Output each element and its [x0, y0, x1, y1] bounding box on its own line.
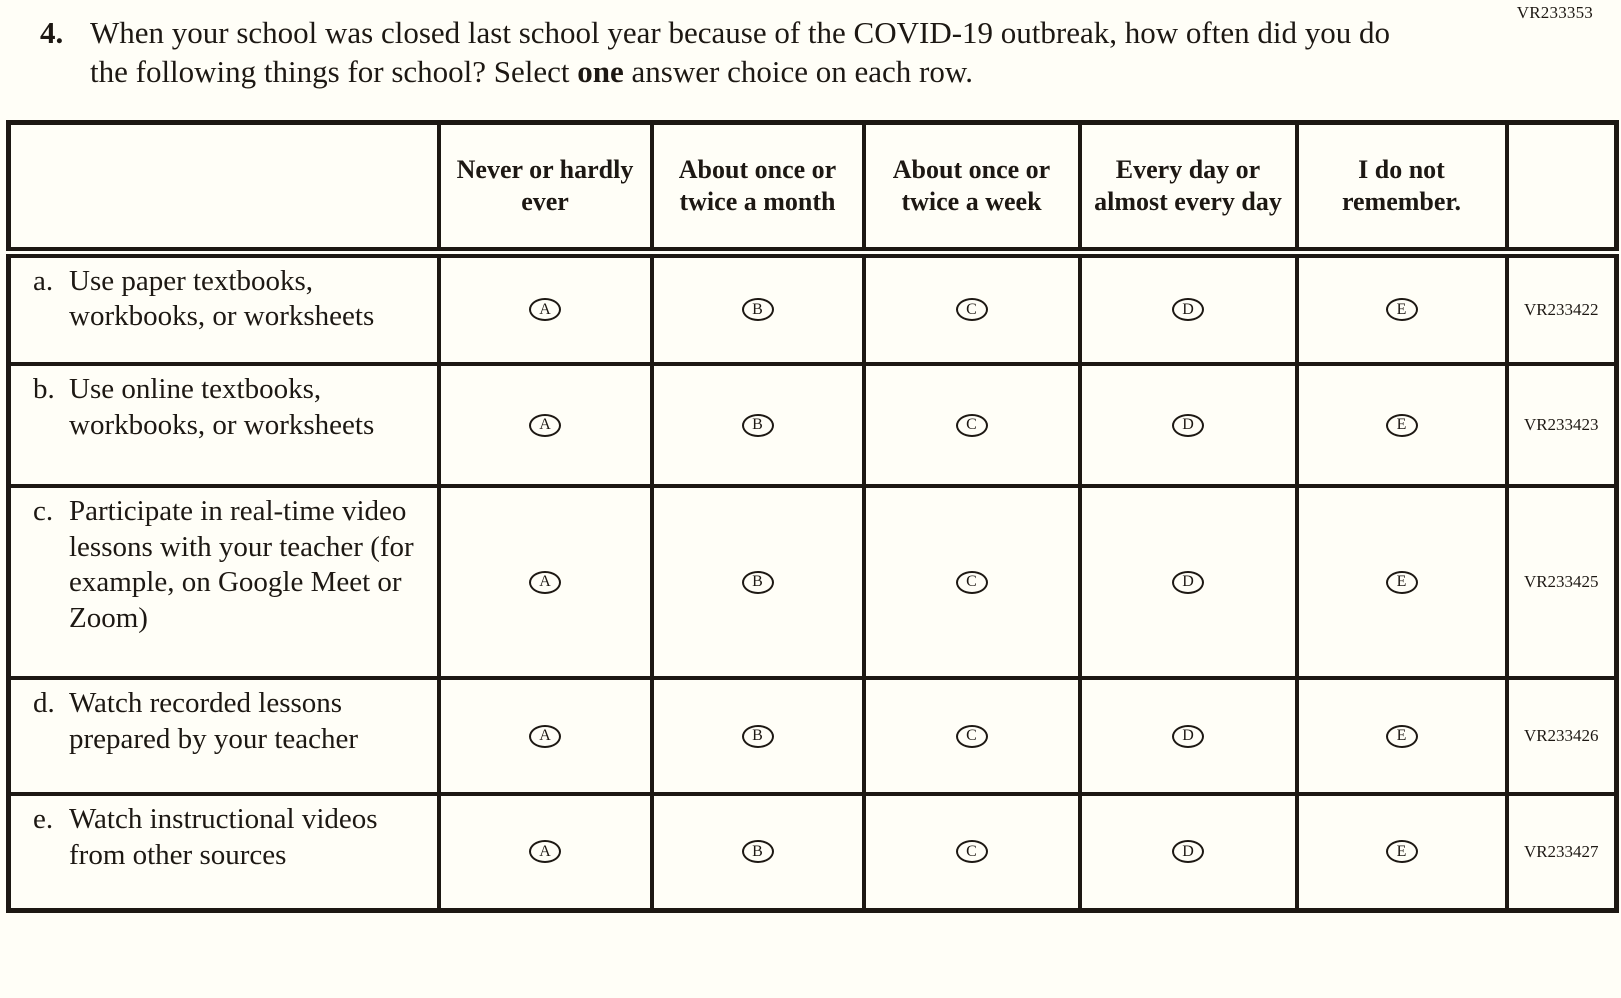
- row-b-label-cell: [9, 364, 439, 486]
- row-d-code: VR233426: [1507, 678, 1617, 794]
- header-empty-right: [1507, 122, 1617, 252]
- row-e-label-cell: [9, 794, 439, 910]
- row-d-option-cell-c: [864, 678, 1080, 794]
- option-bubble-d[interactable]: D: [1172, 571, 1204, 594]
- row-d-option-cell-e: [1297, 678, 1507, 794]
- row-c-option-cell-b: [652, 486, 864, 678]
- row-d-letter: d.: [33, 687, 55, 719]
- row-c-label-cell: [9, 486, 439, 678]
- option-bubble-b[interactable]: B: [742, 571, 774, 594]
- option-bubble-b[interactable]: B: [742, 725, 774, 748]
- option-bubble-d[interactable]: D: [1172, 298, 1204, 321]
- table-row-a: [9, 252, 1617, 364]
- option-bubble-c[interactable]: C: [956, 298, 988, 321]
- option-bubble-a[interactable]: A: [529, 298, 561, 321]
- option-bubble-a[interactable]: A: [529, 840, 561, 863]
- option-bubble-e[interactable]: E: [1386, 840, 1418, 863]
- answer-grid: [6, 120, 1619, 913]
- header-empty-left: [9, 122, 439, 252]
- row-e-option-cell-e: [1297, 794, 1507, 910]
- option-bubble-a[interactable]: A: [529, 571, 561, 594]
- option-bubble-a[interactable]: A: [529, 725, 561, 748]
- row-d-text: Watch recorded lessons prepared by your teacher: [69, 687, 359, 755]
- question-block: [0, 0, 1621, 92]
- row-a-letter: a.: [33, 264, 54, 297]
- table-row-c: [9, 486, 1617, 678]
- row-c-text: Participate in real-time video lessons with your teacher (for example, on Google Meet or Zoom): [69, 495, 414, 634]
- option-bubble-e[interactable]: E: [1386, 414, 1418, 437]
- row-a-code: VR233422: [1507, 252, 1617, 364]
- row-a-option-cell-b: [652, 252, 864, 364]
- option-bubble-e[interactable]: E: [1386, 571, 1418, 594]
- option-bubble-d[interactable]: D: [1172, 725, 1204, 748]
- row-e-code: VR233427: [1507, 794, 1617, 910]
- row-b-option-cell-a: [439, 364, 652, 486]
- question-text-before: When your school was closed last school year because of the COVID-19 outbreak, how often did you do the following things for school? Select: [90, 15, 1390, 89]
- option-bubble-d[interactable]: D: [1172, 414, 1204, 437]
- row-b-letter: b.: [33, 373, 55, 405]
- header-row: [9, 122, 1617, 252]
- row-e-option-cell-d: [1080, 794, 1297, 910]
- row-c-option-cell-a: [439, 486, 652, 678]
- row-d-option-cell-d: [1080, 678, 1297, 794]
- form-code: VR233353: [1516, 3, 1593, 22]
- question-bold-word: one: [577, 53, 624, 89]
- row-d-label-cell: [9, 678, 439, 794]
- row-c-option-cell-c: [864, 486, 1080, 678]
- table-row-d: [9, 678, 1617, 794]
- header-once-twice-month: About once or twice a month: [652, 122, 864, 252]
- question-text-after: answer choice on each row.: [623, 53, 973, 89]
- question-text: [90, 14, 1390, 92]
- row-a-option-cell-e: [1297, 252, 1507, 364]
- question-number: 4.: [40, 15, 64, 50]
- header-never: Never or hardly ever: [439, 122, 652, 252]
- option-bubble-e[interactable]: E: [1386, 298, 1418, 321]
- row-e-option-cell-b: [652, 794, 864, 910]
- header-every-day: Every day or almost every day: [1080, 122, 1297, 252]
- row-b-option-cell-b: [652, 364, 864, 486]
- row-b-text: Use online textbooks, workbooks, or worksheets: [69, 373, 375, 441]
- row-c-code: VR233425: [1507, 486, 1617, 678]
- row-a-option-cell-c: [864, 252, 1080, 364]
- row-a-option-cell-d: [1080, 252, 1297, 364]
- option-bubble-b[interactable]: B: [742, 298, 774, 321]
- option-bubble-b[interactable]: B: [742, 840, 774, 863]
- row-c-letter: c.: [33, 495, 54, 527]
- option-bubble-c[interactable]: C: [956, 725, 988, 748]
- row-c-option-cell-e: [1297, 486, 1507, 678]
- row-a-option-cell-a: [439, 252, 652, 364]
- option-bubble-c[interactable]: C: [956, 571, 988, 594]
- row-c-option-cell-d: [1080, 486, 1297, 678]
- row-a-label-cell: [9, 252, 439, 364]
- header-do-not-remember: I do not remember.: [1297, 122, 1507, 252]
- option-bubble-c[interactable]: C: [956, 840, 988, 863]
- row-b-option-cell-c: [864, 364, 1080, 486]
- option-bubble-e[interactable]: E: [1386, 725, 1418, 748]
- option-bubble-a[interactable]: A: [529, 414, 561, 437]
- row-d-option-cell-b: [652, 678, 864, 794]
- row-e-option-cell-c: [864, 794, 1080, 910]
- row-b-option-cell-d: [1080, 364, 1297, 486]
- row-d-option-cell-a: [439, 678, 652, 794]
- row-e-letter: e.: [33, 803, 54, 835]
- row-b-code: VR233423: [1507, 364, 1617, 486]
- table-row-e: [9, 794, 1617, 910]
- row-a-text: Use paper textbooks, workbooks, or worksheets: [69, 264, 375, 333]
- row-e-text: Watch instructional videos from other sources: [69, 803, 378, 871]
- table-row-b: [9, 364, 1617, 486]
- row-b-option-cell-e: [1297, 364, 1507, 486]
- header-once-twice-week: About once or twice a week: [864, 122, 1080, 252]
- option-bubble-d[interactable]: D: [1172, 840, 1204, 863]
- option-bubble-c[interactable]: C: [956, 414, 988, 437]
- option-bubble-b[interactable]: B: [742, 414, 774, 437]
- row-e-option-cell-a: [439, 794, 652, 910]
